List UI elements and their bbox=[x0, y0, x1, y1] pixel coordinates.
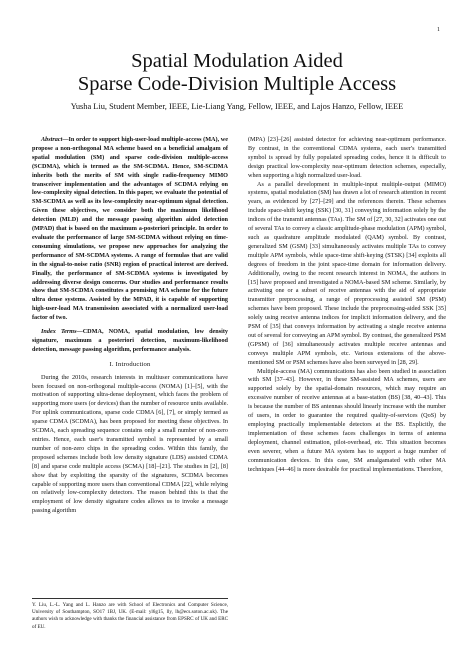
right-paragraph-1: (MPA) [23]–[26] assisted detector for achieving near-optimum performance. By contrast, in the conventional CDMA systems, each user's transmitted symbol is spread by fully populated spreading codes, hence it is difficult to design practical low-complexity near-optimum detection schemes, especially, when supporting a high normalized user-load. bbox=[248, 136, 446, 179]
right-paragraph-3: Multiple-access (MA) communications has also been studied in association with SM [37–43]. However, in these SM-assisted MA schemes, users are supported solely by the spatial-domain resources, which may require an excessive number of receive antennas at a base-station (BS) [38, 40–43]. This is because the number of BS antennas should linearly increase with the number of users, in order to guarantee the required quality-of-services (QoS) by employing practically implementable detectors at the BS. Explicitly, the implementation of these schemes faces challenges in terms of antenna deployment, channel estimation, pilot-overhead, etc. This situation becomes even severer, when a future MA system has to support a huge number of communication devices. In this case, SM amalgamated with other MA techniques [44–46] is more desirable for practical implementations. Therefore, bbox=[248, 367, 446, 473]
left-column bbox=[32, 136, 228, 516]
abstract-text: —In order to support high-user-load multiple-access (MA), we propose a non-orthogonal MA scheme based on a beneficial amalgam of spatial modulation (SM) and sparse code-division multiple-access (SCDMA), which is termed as the SM-SCDMA. Hence, SM-SCDMA inherits both the merits of SM with single radio-frequency MIMO transceiver implementation and the advantages of SCDMA relying on low-complexity signal detection. In this paper, we evaluate the potential of SM-SCDMA as well as its low-complexity near-optimum signal detection. Given these objectives, we consider both the maximum likelihood detection (MLD) and the message passing algorithm aided detection (MPAD) that is based on the maximum a-posteriori principle. In order to evaluate the performance of large SM-SCDMA without relying on time-consuming simulations, we propose new approaches for analyzing the performance of SM-SCDMA systems. A range of formulas that are valid in the signal-to-noise ratio (SNR) region of practical interest are derived. Finally, the performance of SM-SCDMA systems is investigated by addressing diverse design concerns. Our studies and performance results show that SM-SCDMA constitutes a promising MA scheme for the future ultra dense systems. Assisted by the MPAD, it is capable of supporting high-user-load MA transmission associated with a normalized user-load factor of two. bbox=[32, 136, 228, 322]
index-terms bbox=[32, 328, 228, 355]
intro-paragraph: During the 2010s, research interests in multiuser communications have been focused on non-orthogonal multiple-access (NOMA) [1]–[5], with the motivation of supporting ultra-dense deployment, which faces the problem of supporting more users (or devices) than the number of resource units available. For uplink communications, sparse code CDMA [6], [7], or simply termed as sparse CDMA (SCDMA), has been proposed for meeting these objectives. In SCDMA, each spreading sequence contains only a small number of non-zero entries. Hence, each user's transmitted symbol is represented by a small number of non-zero chips in the spreading codes. Within this family, the proposed schemes include both low density signature (LDS) assisted CDMA [8] and sparse code multiple access (SCMA) [18]–[21]. The studies in [2], [8] show that by exploiting the sparsity of the signatures, SCDMA becomes capable of supporting more users than conventional CDMA [22], while relying on relatively low-complexity detectors. The reason behind this is that the employment of low density signature codes allows us to invoke a message passing algorithm bbox=[32, 373, 228, 515]
abstract-label: Abstract bbox=[41, 136, 63, 143]
index-terms-text: —CDMA, NOMA, spatial modulation, low density signature, maximum a posteriori detection, maximum-likelihood detection, message passing algorithm, performance analysis. bbox=[32, 328, 228, 353]
index-terms-label: Index Terms bbox=[41, 328, 77, 336]
footnote: Y. Liu, L.-L. Yang and L. Hanzo are with School of Electronics and Computer Science, University of Southampton, SO17 1BJ, UK. (E-mail: yl6g15, lly, lh@ecs.soton.ac.uk). The authors wish to acknowledge with thanks the financial assistance from EPSRC of UK and ERC of EU. bbox=[32, 598, 228, 631]
title-line-1: Spatial Modulation Aided bbox=[131, 50, 343, 72]
author-line: Yusha Liu, Student Member, IEEE, Lie-Liang Yang, Fellow, IEEE, and Lajos Hanzo, Fellow, IEEE bbox=[70, 102, 404, 111]
title-line-2: Sparse Code-Division Multiple Access bbox=[77, 73, 397, 95]
right-column bbox=[248, 136, 446, 474]
section-heading: I. Introduction bbox=[109, 360, 151, 368]
right-paragraph-2: As a parallel development in multiple-input multiple-output (MIMO) systems, spatial modulation (SM) has drawn a lot of research attention in recent years, as evidenced by [27]–[29] and the references therein. These schemes include space-shift keying (SSK) [30, 31] conveying information solely by the indices of the transmit antennas (TAs). The SM of [27, 30, 32] activates one out of several TAs to convey a classic amplitude-phase modulation (APM) symbol, such as quadrature amplitude modulated (QAM) symbol. By contrast, generalized SM (GSM) [33] simultaneously activates multiple TAs to convey multiple APM symbols, while space-time shift-keying (STSK) [34] exploits all degrees of freedom in the joint space-time domain for information delivery. Additionally, owing to the recent research interest in NOMA, the authors in [15] have proposed and investigated a NOMA-based SM scheme. Similarly, by activating one or a subset of receive antennas with the aid of appropriate transmitter preprocessing, a range of preprocessing assisted SM (PSM) schemes have been proposed. These include the preprocessing-aided SSK [35] solely using receive antenna indices for implicit information delivery, and the PSM of [35] that conveys information by activating a single receive antenna out of several for conveying an APM symbol. By contrast, the generalized PSM (GPSM) of [36] simultaneously activates multiple receive antennas and conveys multiple APM symbols, etc. Various extensions of the above-mentioned SM or PSM schemes have also been surveyed in [28, 29]. bbox=[248, 180, 446, 366]
paper-title bbox=[0, 50, 474, 96]
abstract bbox=[32, 136, 228, 323]
page-number: 1 bbox=[437, 27, 440, 33]
